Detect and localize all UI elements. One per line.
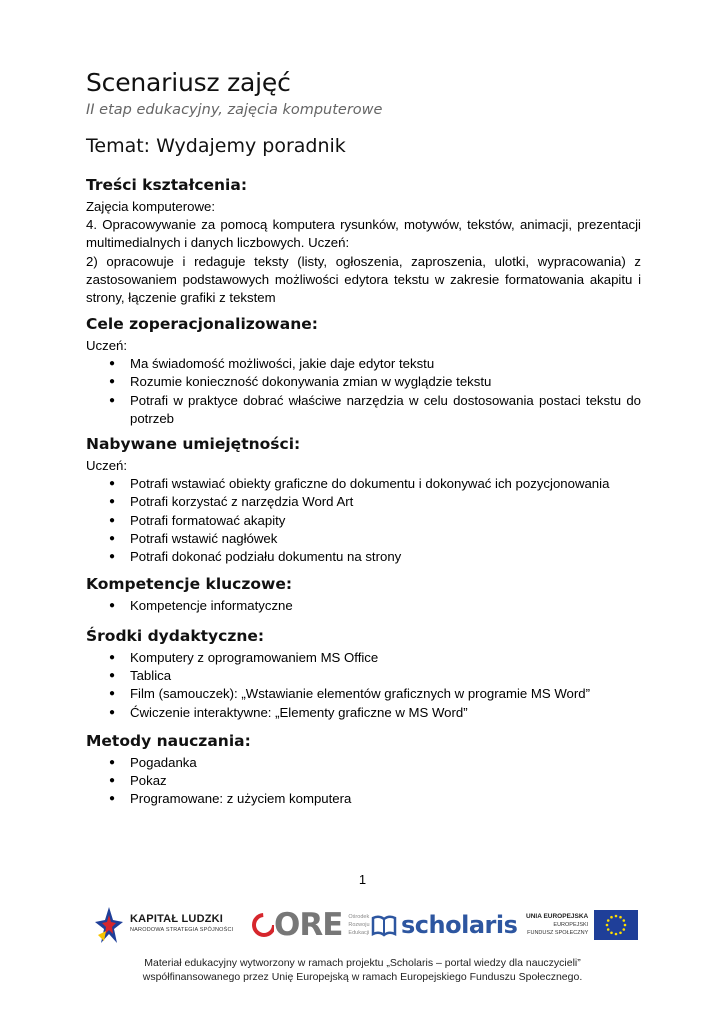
paragraph: 4. Opracowywanie za pomocą komputera rysunków, motywów, tekstów, animacji, prezentacji multimedialnych i danych liczbowych. Uczeń:	[86, 217, 641, 251]
list-item: ● Komputery z oprogramowaniem MS Office	[86, 649, 641, 667]
list-item: ● Tablica	[86, 667, 641, 685]
list-item: ● Potrafi formatować akapity	[86, 512, 641, 530]
eu-fund-line: EUROPEJSKI	[553, 922, 589, 928]
list-item: ● Ma świadomość możliwości, jakie daje edytor tekstu	[86, 355, 641, 373]
page-number: 1	[358, 872, 367, 887]
list-item: ● Potrafi wstawić nagłówek	[86, 530, 641, 548]
eu-fund-line: FUNDUSZ SPOŁECZNY	[527, 930, 589, 936]
footer-line: Materiał edukacyjny wytworzony w ramach projektu „Scholaris – portal wiedzy dla nauczycieli”	[144, 957, 581, 969]
kapital-ludzki-name: KAPITAŁ LUDZKI	[130, 913, 224, 925]
list-item: ● Ćwiczenie interaktywne: „Elementy graficzne w MS Word”	[86, 704, 641, 722]
bullet-list	[86, 649, 641, 722]
list-item: ● Film (samouczek): „Wstawianie elementów graficznych w programie MS Word”	[86, 685, 641, 703]
list-item: ● Kompetencje informatyczne	[86, 597, 641, 615]
section-umiejetnosci	[86, 434, 641, 566]
footer-note	[0, 956, 725, 984]
list-item: ● Rozumie konieczność dokonywania zmian w wyglądzie tekstu	[86, 373, 641, 391]
eu-name: UNIA EUROPEJSKA	[526, 913, 589, 920]
list-item: ● Pokaz	[86, 772, 641, 790]
kapital-ludzki-star-icon	[94, 905, 124, 945]
paragraph: 2) opracowuje i redaguje teksty (listy, ogłoszenia, zaproszenia, ulotki, wypracowania) z zastosowaniem podstawowych możliwości edytora tekstu w zakresie formatowania akapitu i strony, łączenie grafiki z tekstem	[86, 253, 641, 306]
kapital-ludzki-subtitle: NARODOWA STRATEGIA SPÓJNOŚCI	[130, 927, 234, 933]
document-title: Scenariusz zajęć	[86, 68, 291, 97]
lesson-topic: Temat: Wydajemy poradnik	[86, 135, 346, 157]
scholaris-book-icon	[369, 910, 399, 940]
section-heading: Kompetencje kluczowe:	[86, 575, 293, 593]
bullet-list	[86, 754, 641, 809]
section-cele	[86, 314, 641, 428]
ore-line: Edukacji	[348, 930, 370, 936]
section-heading: Metody nauczania:	[86, 732, 251, 750]
list-item: ● Potrafi wstawiać obiekty graficzne do dokumentu i dokonywać ich pozycjonowania	[86, 475, 641, 493]
document-subtitle: II etap edukacyjny, zajęcia komputerowe	[86, 102, 383, 118]
scholaris-wordmark: scholaris	[401, 911, 518, 939]
intro-text: Uczeń:	[86, 338, 128, 353]
ore-ring-icon	[252, 910, 274, 940]
bullet-list	[86, 475, 641, 566]
list-item: ● Potrafi dokonać podziału dokumentu na strony	[86, 548, 641, 566]
section-srodki	[86, 626, 641, 722]
paragraph: Zajęcia komputerowe:	[86, 199, 216, 214]
eu-logo	[526, 900, 638, 950]
footer-line: współfinansowanego przez Unię Europejską w ramach Europejskiego Funduszu Społecznego.	[142, 971, 583, 983]
section-heading: Cele zoperacjonalizowane:	[86, 315, 318, 333]
ore-mark: ORE	[274, 907, 343, 943]
ore-line: Ośrodek	[348, 914, 370, 920]
section-heading: Środki dydaktyczne:	[86, 627, 265, 645]
kapital-ludzki-logo	[94, 900, 233, 950]
bullet-list	[86, 355, 641, 428]
section-heading: Nabywane umiejętności:	[86, 435, 301, 453]
footer-logos	[86, 900, 641, 950]
bullet-list	[86, 597, 641, 615]
ore-logo	[252, 900, 370, 950]
section-kompetencje	[86, 574, 641, 615]
scholaris-logo	[369, 900, 517, 950]
ore-line: Rozwoju	[348, 922, 370, 928]
intro-text: Uczeń:	[86, 458, 128, 473]
section-tresci	[86, 175, 641, 307]
list-item: ● Pogadanka	[86, 754, 641, 772]
list-item: ● Programowane: z użyciem komputera	[86, 790, 641, 808]
list-item: ● Potrafi korzystać z narzędzia Word Art	[86, 493, 641, 511]
section-heading: Treści kształcenia:	[86, 176, 248, 194]
section-metody	[86, 731, 641, 809]
list-item: ● Potrafi w praktyce dobrać właściwe narzędzia w celu dostosowania postaci tekstu do potrzeb	[86, 392, 641, 428]
eu-flag-icon	[594, 910, 638, 940]
